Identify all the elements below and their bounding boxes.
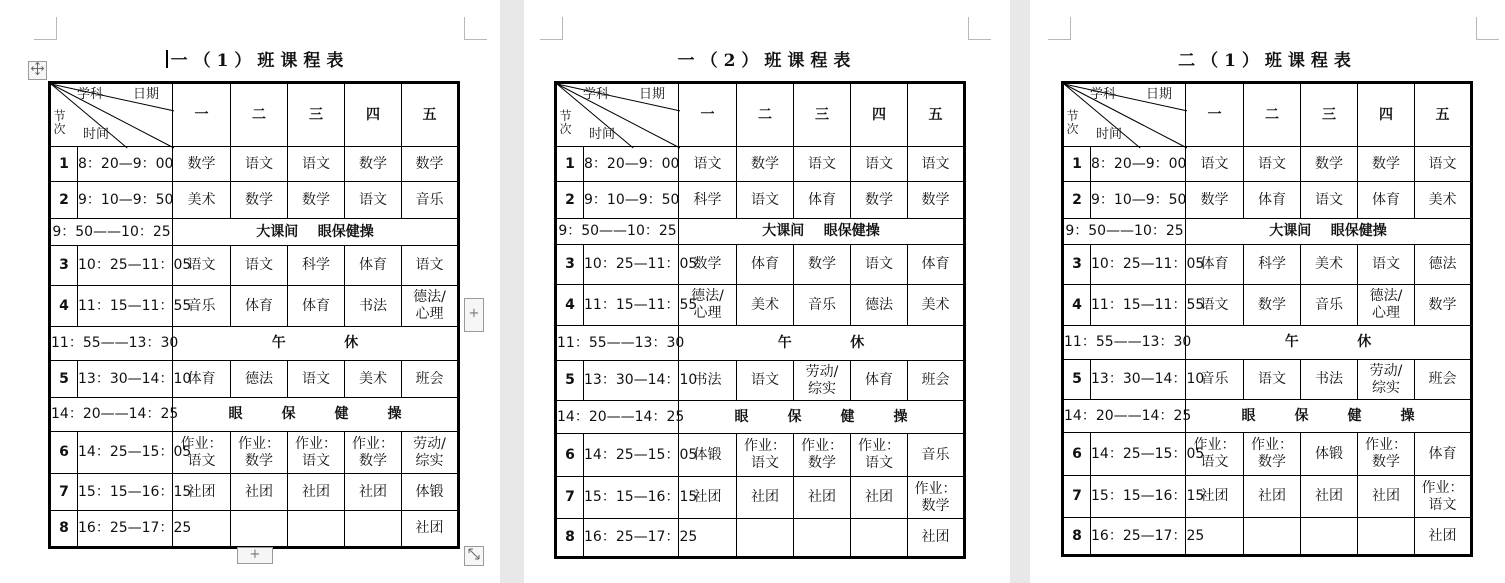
weekday-header[interactable]: 四 [345,83,402,147]
subject-cell[interactable]: 数学 [851,182,908,219]
header-subject-label: 学科 [583,87,610,102]
header-subject-label: 学科 [1090,87,1117,102]
period-time[interactable]: 9：10—9：50 [584,182,679,219]
subject-cell[interactable]: 语文 [851,245,908,285]
period-number[interactable]: 2 [556,182,584,219]
break-label[interactable]: 午 休 [173,327,459,361]
subject-cell[interactable]: 数学 [1244,285,1301,326]
weekday-header[interactable]: 四 [1358,83,1415,147]
subject-cell[interactable]: 数学 [231,182,288,219]
subject-cell[interactable]: 科学 [288,246,345,286]
period-number[interactable]: 5 [556,361,584,401]
subject-cell[interactable]: 语文 [1415,147,1472,182]
period-time[interactable]: 8：20—9：00 [584,147,679,182]
break-label[interactable]: 眼 保 健 操 [173,398,459,432]
subject-cell[interactable]: 数学 [1301,147,1358,182]
period-time[interactable]: 11：15—11：55 [1091,285,1186,326]
weekday-header[interactable]: 一 [173,83,231,147]
table-slot [48,81,460,549]
period-time[interactable]: 8：20—9：00 [78,147,173,182]
subject-cell[interactable]: 数学 [794,245,851,285]
subject-cell[interactable]: 美术 [345,361,402,398]
page-corner-mark [1476,17,1499,40]
subject-cell[interactable]: 德法 [851,285,908,326]
period-number[interactable]: 1 [1063,147,1091,182]
subject-cell[interactable]: 语文 [908,147,965,182]
timetable[interactable] [1061,81,1473,557]
subject-cell[interactable]: 社团 [1358,476,1415,518]
break-time[interactable]: 9：50——10：25 [556,219,679,245]
period-time[interactable]: 13：30—14：10 [1091,360,1186,400]
period-time[interactable]: 16：25—17：25 [78,511,173,548]
subject-cell[interactable]: 美术 [737,285,794,326]
weekday-header[interactable]: 三 [1301,83,1358,147]
table-row [50,246,459,286]
subject-cell[interactable]: 语文 [1244,360,1301,400]
header-period-label: 节次 [53,109,66,136]
subject-cell[interactable]: 作业： 数学 [1244,433,1301,476]
subject-cell[interactable] [345,511,402,548]
subject-cell[interactable] [794,519,851,558]
subject-cell[interactable]: 社团 [908,519,965,558]
table-row [1063,360,1472,400]
period-time[interactable]: 11：15—11：55 [584,285,679,326]
table-row [50,511,459,548]
subject-cell[interactable]: 社团 [231,474,288,511]
subject-cell[interactable] [1301,518,1358,556]
weekday-header[interactable]: 二 [1244,83,1301,147]
subject-cell[interactable]: 语文 [288,147,345,182]
subject-cell[interactable]: 体育 [288,286,345,327]
subject-cell[interactable]: 德法/ 心理 [402,286,459,327]
weekday-header[interactable]: 二 [231,83,288,147]
diagonal-header-cell[interactable] [1063,83,1186,147]
period-number[interactable]: 8 [50,511,78,548]
subject-cell[interactable]: 数学 [737,147,794,182]
period-number[interactable]: 3 [556,245,584,285]
subject-cell[interactable]: 作业： 语文 [1415,476,1472,518]
header-time-label: 时间 [589,127,616,142]
period-number[interactable]: 4 [50,286,78,327]
period-time[interactable]: 14：25—15：05 [78,432,173,474]
subject-cell[interactable] [1358,518,1415,556]
period-number[interactable]: 6 [1063,433,1091,476]
period-time[interactable]: 10：25—11：05 [1091,245,1186,285]
subject-cell[interactable]: 作业： 数学 [1358,433,1415,476]
break-label[interactable]: 眼 保 健 操 [1186,400,1472,433]
subject-cell[interactable]: 书法 [679,361,737,401]
period-number[interactable]: 7 [1063,476,1091,518]
period-number[interactable]: 5 [50,361,78,398]
timetable[interactable] [554,81,966,559]
period-number[interactable]: 7 [50,474,78,511]
break-row [556,326,965,361]
period-number[interactable]: 4 [556,285,584,326]
table-row [1063,182,1472,219]
header-date-label: 日期 [639,87,666,102]
table-row [1063,285,1472,326]
subject-cell[interactable] [851,519,908,558]
break-row [1063,326,1472,360]
subject-cell[interactable]: 体育 [1244,182,1301,219]
subject-cell[interactable]: 语文 [737,182,794,219]
period-time[interactable]: 9：10—9：50 [78,182,173,219]
subject-cell[interactable]: 体育 [794,182,851,219]
subject-cell[interactable]: 书法 [1301,360,1358,400]
subject-cell[interactable]: 社团 [402,511,459,548]
subject-cell[interactable]: 美术 [1301,245,1358,285]
period-time[interactable]: 15：15—16：15 [1091,476,1186,518]
subject-cell[interactable]: 美术 [173,182,231,219]
subject-cell[interactable]: 数学 [1415,285,1472,326]
header-time-label: 时间 [83,127,110,142]
period-time[interactable]: 11：15—11：55 [78,286,173,327]
subject-cell[interactable]: 社团 [737,477,794,519]
subject-cell[interactable]: 语文 [1186,285,1244,326]
subject-cell[interactable]: 数学 [1358,147,1415,182]
subject-cell[interactable]: 劳动/ 综实 [1358,360,1415,400]
subject-cell[interactable]: 语文 [1244,147,1301,182]
break-time[interactable]: 14：20——14：25 [556,401,679,434]
table-row [556,182,965,219]
break-label[interactable]: 午 休 [1186,326,1472,360]
subject-cell[interactable]: 美术 [908,285,965,326]
subject-cell[interactable]: 作业： 语文 [1186,433,1244,476]
subject-cell[interactable]: 科学 [679,182,737,219]
subject-cell[interactable]: 音乐 [402,182,459,219]
break-label[interactable]: 眼 保 健 操 [679,401,965,434]
subject-cell[interactable]: 语文 [1301,182,1358,219]
table-row [1063,476,1472,518]
subject-cell[interactable]: 德法/ 心理 [1358,285,1415,326]
subject-cell[interactable]: 音乐 [908,434,965,477]
table-row [50,361,459,398]
period-time[interactable]: 16：25—17：25 [584,519,679,558]
table-row [50,147,459,182]
subject-cell[interactable]: 语文 [173,246,231,286]
page-corner-mark [34,17,57,40]
subject-cell[interactable]: 作业： 数学 [908,477,965,519]
subject-cell[interactable]: 作业： 语文 [288,432,345,474]
move-icon [31,62,44,75]
subject-cell[interactable]: 社团 [794,477,851,519]
subject-cell[interactable]: 社团 [1415,518,1472,556]
add-row-button[interactable]: + [237,547,273,564]
break-time[interactable]: 14：20——14：25 [1063,400,1186,433]
subject-cell[interactable]: 作业： 语文 [737,434,794,477]
subject-cell[interactable]: 语文 [231,246,288,286]
break-row [556,401,965,434]
period-time[interactable]: 14：25—15：05 [584,434,679,477]
break-time[interactable]: 9：50——10：25 [50,219,173,246]
subject-cell[interactable]: 体育 [173,361,231,398]
subject-cell[interactable]: 音乐 [1301,285,1358,326]
table-row [50,286,459,327]
period-time[interactable]: 13：30—14：10 [78,361,173,398]
period-number[interactable]: 7 [556,477,584,519]
break-label[interactable]: 午 休 [679,326,965,361]
period-time[interactable]: 15：15—16：15 [78,474,173,511]
subject-cell[interactable]: 音乐 [173,286,231,327]
weekday-header[interactable]: 五 [908,83,965,147]
header-time-label: 时间 [1096,127,1123,142]
weekday-header[interactable]: 三 [794,83,851,147]
subject-cell[interactable]: 体锻 [402,474,459,511]
subject-cell[interactable]: 劳动/ 综实 [794,361,851,401]
table-row [556,245,965,285]
page-corner-mark [464,17,487,40]
header-subject-label: 学科 [77,87,104,102]
weekday-header[interactable]: 五 [1415,83,1472,147]
subject-cell[interactable]: 数学 [345,147,402,182]
break-label[interactable]: 大课间 眼保健操 [173,219,459,246]
header-period-label: 节次 [1066,109,1079,136]
subject-cell[interactable]: 音乐 [1186,360,1244,400]
subject-cell[interactable]: 语文 [231,147,288,182]
document-page-2 [524,0,1010,583]
weekday-header[interactable]: 二 [737,83,794,147]
subject-cell[interactable]: 数学 [908,182,965,219]
subject-cell[interactable]: 音乐 [794,285,851,326]
subject-cell[interactable]: 体育 [1415,433,1472,476]
resize-icon [467,547,481,561]
table-title: 一（1）班课程表 [170,51,350,71]
period-time[interactable]: 9：10—9：50 [1091,182,1186,219]
table-row [556,361,965,401]
subject-cell[interactable]: 数学 [288,182,345,219]
period-number[interactable]: 8 [1063,518,1091,556]
timetable[interactable] [48,81,460,549]
subject-cell[interactable]: 班会 [908,361,965,401]
table-row [556,434,965,477]
period-number[interactable]: 2 [1063,182,1091,219]
subject-cell[interactable]: 体育 [1358,182,1415,219]
period-number[interactable]: 1 [50,147,78,182]
subject-cell[interactable]: 科学 [1244,245,1301,285]
period-number[interactable]: 1 [556,147,584,182]
period-number[interactable]: 3 [50,246,78,286]
table-resize-handle[interactable] [464,546,484,566]
table-title: 一（2）班课程表 [677,51,857,71]
document-page-1 [0,0,500,583]
subject-cell[interactable]: 体育 [908,245,965,285]
subject-cell[interactable]: 体锻 [679,434,737,477]
break-time[interactable]: 11：55——13：30 [1063,326,1186,360]
subject-cell[interactable]: 语文 [737,361,794,401]
weekday-header[interactable]: 五 [402,83,459,147]
subject-cell[interactable]: 德法 [1415,245,1472,285]
subject-cell[interactable] [1244,518,1301,556]
subject-cell[interactable]: 社团 [1244,476,1301,518]
break-row [50,398,459,432]
break-time[interactable]: 14：20——14：25 [50,398,173,432]
diagonal-header-cell[interactable] [50,83,173,147]
subject-cell[interactable]: 劳动/ 综实 [402,432,459,474]
subject-cell[interactable]: 社团 [679,477,737,519]
subject-cell[interactable]: 德法 [231,361,288,398]
subject-cell[interactable]: 作业： 数学 [231,432,288,474]
subject-cell[interactable]: 作业： 语文 [173,432,231,474]
weekday-header[interactable]: 一 [679,83,737,147]
table-row [50,474,459,511]
table-row [556,147,965,182]
subject-cell[interactable]: 体育 [851,361,908,401]
subject-cell[interactable]: 语文 [345,182,402,219]
break-row [1063,400,1472,433]
document-page-3 [1030,0,1505,583]
page-corner-mark [1048,17,1071,40]
subject-cell[interactable]: 数学 [1186,182,1244,219]
subject-cell[interactable]: 语文 [288,361,345,398]
period-number[interactable]: 4 [1063,285,1091,326]
subject-cell[interactable]: 德法/ 心理 [679,285,737,326]
subject-cell[interactable]: 体锻 [1301,433,1358,476]
subject-cell[interactable]: 作业： 数学 [794,434,851,477]
period-number[interactable]: 3 [1063,245,1091,285]
table-slot [554,81,966,559]
table-row [556,519,965,558]
page-corner-mark [540,17,563,40]
subject-cell[interactable]: 数学 [679,245,737,285]
break-row [50,219,459,246]
break-row [50,327,459,361]
break-label[interactable]: 大课间 眼保健操 [679,219,965,245]
period-number[interactable]: 6 [50,432,78,474]
subject-cell[interactable]: 班会 [402,361,459,398]
subject-cell[interactable]: 作业： 数学 [345,432,402,474]
period-time[interactable]: 10：25—11：05 [78,246,173,286]
header-date-label: 日期 [1146,87,1173,102]
table-row [1063,245,1472,285]
period-time[interactable]: 13：30—14：10 [584,361,679,401]
subject-cell[interactable]: 数学 [402,147,459,182]
subject-cell[interactable]: 体育 [737,245,794,285]
subject-cell[interactable]: 语文 [402,246,459,286]
subject-cell[interactable]: 语文 [851,147,908,182]
subject-cell[interactable]: 社团 [1186,476,1244,518]
table-move-handle[interactable] [28,61,47,80]
break-time[interactable]: 9：50——10：25 [1063,219,1186,245]
period-number[interactable]: 5 [1063,360,1091,400]
period-number[interactable]: 6 [556,434,584,477]
period-number[interactable]: 2 [50,182,78,219]
page-corner-mark [968,17,991,40]
subject-cell[interactable]: 书法 [345,286,402,327]
period-time[interactable]: 10：25—11：05 [584,245,679,285]
subject-cell[interactable]: 美术 [1415,182,1472,219]
subject-cell[interactable]: 社团 [173,474,231,511]
break-time[interactable]: 11：55——13：30 [556,326,679,361]
weekday-header[interactable]: 一 [1186,83,1244,147]
table-row [1063,433,1472,476]
weekday-header[interactable]: 四 [851,83,908,147]
subject-cell[interactable]: 语文 [1358,245,1415,285]
subject-cell[interactable]: 社团 [851,477,908,519]
subject-cell[interactable] [737,519,794,558]
subject-cell[interactable]: 语文 [679,147,737,182]
period-time[interactable]: 14：25—15：05 [1091,433,1186,476]
subject-cell[interactable]: 语文 [1186,147,1244,182]
header-period-label: 节次 [559,109,572,136]
table-row [50,182,459,219]
break-row [556,219,965,245]
period-time[interactable]: 15：15—16：15 [584,477,679,519]
subject-cell[interactable]: 班会 [1415,360,1472,400]
subject-cell[interactable]: 体育 [1186,245,1244,285]
subject-cell[interactable] [231,511,288,548]
diagonal-header-cell[interactable] [556,83,679,147]
table-row [1063,147,1472,182]
table-row [50,432,459,474]
period-time[interactable]: 16：25—17：25 [1091,518,1186,556]
break-label[interactable]: 大课间 眼保健操 [1186,219,1472,245]
subject-cell[interactable]: 体育 [345,246,402,286]
header-date-label: 日期 [133,87,160,102]
table-row [556,285,965,326]
break-time[interactable]: 11：55——13：30 [50,327,173,361]
weekday-header[interactable]: 三 [288,83,345,147]
subject-cell[interactable]: 数学 [173,147,231,182]
table-row [1063,518,1472,556]
period-time[interactable]: 8：20—9：00 [1091,147,1186,182]
add-column-button[interactable]: + [464,298,484,332]
subject-cell[interactable] [288,511,345,548]
subject-cell[interactable]: 社团 [288,474,345,511]
table-title: 二（1）班课程表 [1178,51,1357,71]
table-slot [1061,81,1473,557]
break-row [1063,219,1472,245]
subject-cell[interactable]: 社团 [345,474,402,511]
subject-cell[interactable]: 语文 [794,147,851,182]
subject-cell[interactable]: 作业： 语文 [851,434,908,477]
subject-cell[interactable]: 体育 [231,286,288,327]
table-row [556,477,965,519]
period-number[interactable]: 8 [556,519,584,558]
subject-cell[interactable]: 社团 [1301,476,1358,518]
